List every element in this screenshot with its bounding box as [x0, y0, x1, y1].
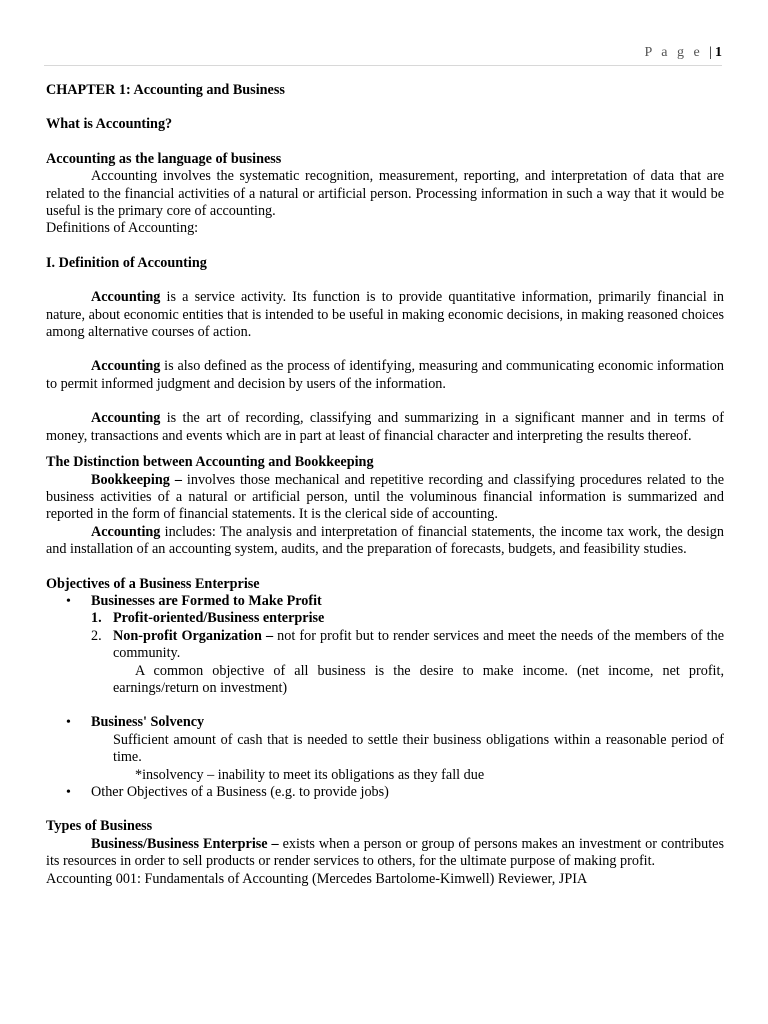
bookkeeping-paragraph [46, 472, 724, 524]
enterprise-type-term: Profit-oriented/Business enterprise [113, 610, 325, 627]
language-paragraph: Accounting involves the systematic recognition, measurement, reporting, and interpretation of data that are related to the financial activities of a natural or artificial person. Processing information in such a way that it would be useful is the primary core of accounting. [46, 168, 724, 220]
business-enterprise-term: Business/Business Enterprise – [91, 835, 279, 852]
definition-paragraph-3 [46, 410, 724, 445]
definition-text: is the art of recording, classifying and summarizing in a significant manner and in terms of money, transactions and events which are in part at least of financial character and interpreting the results thereof. [46, 410, 724, 444]
definition-text: is also defined as the process of identifying, measuring and communicating economic information to permit informed judgment and decision by users of the information. [46, 358, 724, 392]
other-objectives-bullet: Other Objectives of a Business (e.g. to provide jobs) [91, 784, 389, 800]
distinction-heading: The Distinction between Accounting and Bookkeeping [46, 454, 374, 471]
solvency-bullet: Business' Solvency [91, 714, 205, 731]
question-heading: What is Accounting? [46, 116, 173, 133]
document-footer: Accounting 001: Fundamentals of Accounting (Mercedes Bartolome-Kimwell) Reviewer, JPIA [46, 870, 588, 887]
list-item [46, 714, 724, 784]
definitions-label: Definitions of Accounting: [46, 220, 199, 237]
page-separator: | [709, 45, 712, 60]
profit-bullet: Businesses are Formed to Make Profit [91, 592, 322, 609]
list-item [91, 610, 724, 627]
definition-paragraph-1 [46, 289, 724, 341]
page-number: 1 [715, 45, 722, 60]
page-header [44, 44, 722, 66]
definition-term: Accounting [91, 358, 161, 375]
accounting-includes-text: includes: The analysis and interpretation of financial statements, the income tax work, the design and installation of an accounting system, audits, and the preparation of forecasts, budgets, and feasibility studies. [46, 523, 724, 558]
chapter-title: CHAPTER 1: Accounting and Business [46, 82, 285, 98]
objectives-list [46, 593, 724, 697]
document-body [46, 82, 724, 888]
objectives-list-continued [46, 714, 724, 801]
objectives-heading: Objectives of a Business Enterprise [46, 575, 260, 592]
common-objective: A common objective of all business is the desire to make income. (net income, net profit, earnings/return on investment) [113, 662, 724, 696]
insolvency-text: *insolvency – inability to meet its obligations as they fall due [135, 766, 485, 783]
enterprise-type-term: Non-profit Organization – [113, 627, 274, 644]
types-paragraph [46, 836, 724, 871]
definition-section-heading: I. Definition of Accounting [46, 254, 207, 271]
definition-term: Accounting [91, 410, 161, 427]
accounting-term: Accounting [91, 523, 161, 540]
bookkeeping-text: involves those mechanical and repetitive recording and classifying procedures related to the business activities of a natural or artificial person, until the voluminous financial information is summarized and reported in the form of financial statements. It is the clerical side of accounting. [46, 471, 725, 523]
types-heading: Types of Business [46, 818, 153, 835]
list-number: 1. [91, 610, 102, 627]
enterprise-types-list [91, 610, 724, 662]
solvency-text: Sufficient amount of cash that is needed to settle their business obligations within a reasonable period of time. [113, 731, 724, 766]
definition-paragraph-2 [46, 358, 724, 393]
list-item [46, 784, 724, 801]
definition-text: is a service activity. Its function is to provide quantitative information, primarily financial in nature, about economic entities that is intended to be useful in making economic decisions, in making reasoned choices among alternative courses of action. [46, 289, 724, 341]
list-item [46, 593, 724, 697]
list-item [91, 628, 724, 663]
page-label: P a g e [644, 45, 703, 60]
business-enterprise-text: exists when a person or group of persons makes an investment or contributes its resources in order to sell products or render services to others, for the ultimate purpose of making profit. [46, 835, 724, 870]
list-number: 2. [91, 627, 102, 644]
language-heading: Accounting as the language of business [46, 150, 282, 167]
definition-term: Accounting [91, 289, 161, 306]
accounting-includes-paragraph [46, 524, 724, 559]
bookkeeping-term: Bookkeeping – [91, 471, 182, 488]
enterprise-type-text: not for profit but to render services and meet the needs of the members of the community. [113, 627, 725, 662]
